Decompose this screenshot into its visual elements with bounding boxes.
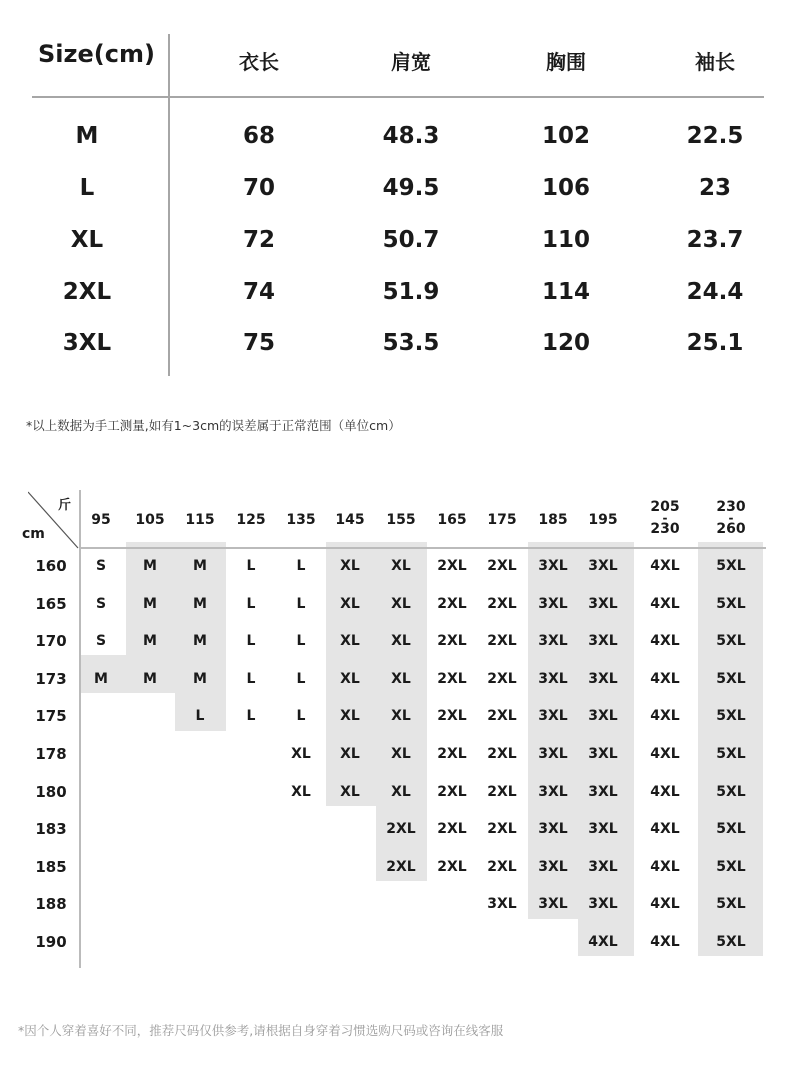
size-cell: S (95, 633, 107, 650)
height-row-header: 180 (35, 782, 67, 801)
length-value: 72 (242, 227, 275, 253)
size-cell: M (193, 558, 207, 574)
size-cell: 4XL (588, 934, 618, 950)
weight-value: 175 (487, 512, 517, 528)
size-cell: L (195, 708, 205, 725)
size-cell: S (95, 558, 107, 574)
weight-value: 165 (437, 512, 467, 528)
height-row-header: 175 (35, 707, 67, 726)
size-cell: 5XL (716, 821, 746, 838)
size-cell: 3XL (538, 746, 568, 762)
size-cell: 2XL (487, 633, 517, 650)
size-cell: L (296, 595, 306, 612)
shoulder-value: 53.5 (382, 330, 440, 356)
size-cell: 3XL (538, 670, 568, 687)
size-cell: 4XL (650, 821, 680, 838)
size-cell: 2XL (437, 670, 467, 687)
size-label: M (75, 123, 99, 149)
size-cell: 4XL (650, 858, 680, 875)
size-cell: M (143, 633, 157, 650)
size-cell: L (246, 633, 256, 650)
size-cell: XL (391, 708, 411, 725)
size-cell: 2XL (437, 558, 467, 574)
size-cell: 2XL (386, 821, 416, 838)
size-cell: L (246, 595, 256, 612)
measurement-row (0, 272, 790, 312)
size-cell: 3XL (538, 858, 568, 875)
height-row-header: 178 (35, 745, 67, 763)
weight-column-header (476, 511, 528, 529)
size-cell: M (94, 670, 108, 687)
size-cell: 4XL (650, 633, 680, 650)
size-label: 3XL (62, 330, 112, 356)
size-cell: 5XL (716, 746, 746, 762)
weight-range-separator: - (662, 511, 668, 525)
measurement-table (0, 0, 790, 380)
size-cell: 3XL (588, 708, 618, 725)
size-cell: 2XL (487, 858, 517, 875)
size-cell: L (246, 558, 256, 574)
weight-value: 105 (135, 512, 165, 528)
size-cell: XL (391, 633, 411, 650)
length-value: 70 (242, 175, 275, 201)
size-cell: 5XL (716, 858, 746, 875)
weight-column-header (577, 511, 629, 529)
chest-value: 114 (541, 279, 590, 305)
size-cell: 4XL (650, 896, 680, 913)
sleeve-value: 23 (698, 175, 731, 201)
size-cell: 2XL (487, 558, 517, 574)
size-cell: XL (340, 670, 360, 687)
size-cell: 5XL (716, 558, 746, 574)
size-cell: 3XL (588, 670, 618, 687)
header-chest: 胸围 (546, 50, 586, 74)
weight-column-header (225, 511, 277, 529)
weight-value: 135 (286, 512, 316, 528)
size-cell: 2XL (487, 595, 517, 612)
size-cell: 3XL (588, 558, 618, 574)
size-cell: 2XL (487, 783, 517, 800)
length-value: 75 (242, 330, 275, 356)
size-cell: L (296, 558, 306, 574)
size-cell: 2XL (437, 633, 467, 650)
size-cell: 3XL (487, 896, 517, 913)
size-cell: 5XL (716, 595, 746, 612)
height-row-header: 170 (35, 632, 67, 651)
size-cell: 5XL (716, 670, 746, 687)
size-cell: 4XL (650, 934, 680, 950)
size-cell: XL (340, 595, 360, 612)
sleeve-value: 24.4 (686, 279, 744, 305)
size-cell: 4XL (650, 670, 680, 687)
weight-value-upper: 260 (716, 521, 746, 537)
size-cell: XL (340, 633, 360, 650)
size-cell: 3XL (588, 595, 618, 612)
height-row-header: 185 (35, 857, 67, 876)
size-cell: L (296, 708, 306, 725)
size-cell: XL (291, 783, 311, 800)
weight-column-header (174, 511, 226, 529)
size-cell: 4XL (650, 708, 680, 725)
size-label: 2XL (62, 279, 112, 305)
size-cell: 2XL (437, 595, 467, 612)
size-label: XL (70, 227, 104, 253)
size-cell: 4XL (650, 783, 680, 800)
chest-value: 106 (541, 175, 590, 201)
size-cell: 2XL (437, 783, 467, 800)
height-row-header: 160 (35, 557, 67, 575)
size-cell: 3XL (588, 858, 618, 875)
shoulder-value: 49.5 (382, 175, 440, 201)
size-cell: XL (391, 746, 411, 762)
size-cell: XL (340, 783, 360, 800)
length-value: 74 (242, 279, 275, 305)
length-value: 68 (242, 123, 275, 149)
size-cell: 2XL (386, 858, 416, 875)
height-row-header: 165 (35, 594, 67, 613)
size-cell: XL (391, 558, 411, 574)
size-cell: M (143, 595, 157, 612)
size-cell: 3XL (538, 783, 568, 800)
size-cell: 3XL (538, 708, 568, 725)
size-cell: XL (340, 746, 360, 762)
measurement-table-divider-horizontal (32, 96, 764, 98)
weight-value: 230 (716, 499, 746, 515)
size-cell: XL (340, 558, 360, 574)
weight-column-header (527, 511, 579, 529)
size-cell: 5XL (716, 934, 746, 950)
shoulder-value: 50.7 (382, 227, 440, 253)
size-cell: 3XL (538, 821, 568, 838)
sleeve-value: 25.1 (686, 330, 744, 356)
size-cell: 5XL (716, 896, 746, 913)
size-cell: 2XL (437, 821, 467, 838)
measurement-note: *以上数据为手工测量,如有1~3cm的误差属于正常范围（单位cm） (26, 418, 401, 433)
weight-column-header (324, 511, 376, 529)
chest-value: 120 (541, 330, 590, 356)
weight-unit-label: 斤 (58, 498, 72, 513)
weight-value: 185 (538, 512, 568, 528)
size-cell: 4XL (650, 558, 680, 574)
size-cell: L (246, 708, 256, 725)
size-cell: 2XL (487, 708, 517, 725)
size-cell: L (296, 633, 306, 650)
size-label: L (79, 175, 95, 201)
weight-column-header (75, 511, 127, 529)
weight-column-header (426, 511, 478, 529)
measurement-row (0, 323, 790, 363)
size-cell: 3XL (588, 821, 618, 838)
size-cell: 5XL (716, 783, 746, 800)
size-cell: XL (391, 595, 411, 612)
chest-value: 102 (541, 123, 590, 149)
size-unit-header: Size(cm) (38, 40, 155, 68)
weight-value: 125 (236, 512, 266, 528)
size-cell: XL (391, 670, 411, 687)
weight-value: 115 (185, 512, 215, 528)
measurement-row (0, 116, 790, 156)
size-cell: M (143, 558, 157, 574)
size-cell: 2XL (437, 708, 467, 725)
size-cell: M (143, 670, 157, 687)
header-sleeve: 袖长 (695, 50, 735, 74)
height-row-header: 183 (35, 820, 67, 839)
size-cell: XL (391, 783, 411, 800)
size-cell: M (193, 670, 207, 687)
height-unit-label: cm (22, 526, 45, 542)
size-cell: 5XL (716, 708, 746, 725)
size-cell: 4XL (650, 595, 680, 612)
size-cell: 3XL (538, 633, 568, 650)
size-cell: 3XL (588, 896, 618, 913)
header-length: 衣长 (239, 50, 279, 74)
size-recommendation-chart (0, 490, 790, 990)
shoulder-value: 48.3 (382, 123, 440, 149)
size-cell: 2XL (487, 670, 517, 687)
size-cell: 2XL (437, 858, 467, 875)
size-cell: M (193, 595, 207, 612)
shoulder-value: 51.9 (382, 279, 440, 305)
size-cell: M (193, 633, 207, 650)
size-cell: 3XL (538, 896, 568, 913)
weight-value: 195 (588, 512, 618, 528)
size-cell: 3XL (588, 746, 618, 762)
recommendation-note: *因个人穿着喜好不同，推荐尺码仅供参考,请根据自身穿着习惯选购尺码或咨询在线客服 (18, 1023, 504, 1038)
size-cell: 3XL (538, 558, 568, 574)
weight-value: 145 (335, 512, 365, 528)
weight-value-upper: 230 (650, 521, 680, 537)
size-cell: XL (291, 746, 311, 762)
weight-range-separator: - (728, 511, 734, 525)
weight-column-header (705, 498, 757, 538)
height-row-header: 190 (35, 933, 67, 951)
size-cell: 2XL (487, 746, 517, 762)
size-cell: 3XL (588, 633, 618, 650)
size-cell: 2XL (487, 821, 517, 838)
height-row-header: 173 (35, 669, 67, 688)
sleeve-value: 23.7 (686, 227, 744, 253)
size-cell: S (95, 595, 107, 612)
sleeve-value: 22.5 (686, 123, 744, 149)
weight-value: 95 (91, 512, 111, 528)
weight-column-header (639, 498, 691, 538)
measurement-row (0, 168, 790, 208)
size-cell: 5XL (716, 633, 746, 650)
weight-column-header (375, 511, 427, 529)
size-cell: L (296, 670, 306, 687)
height-row-header: 188 (35, 895, 67, 914)
weight-column-header (124, 511, 176, 529)
weight-value: 155 (386, 512, 416, 528)
measurement-row (0, 220, 790, 260)
size-cell: 3XL (538, 595, 568, 612)
weight-value: 205 (650, 499, 680, 515)
header-shoulder: 肩宽 (391, 50, 431, 74)
size-cell: XL (340, 708, 360, 725)
chest-value: 110 (541, 227, 590, 253)
weight-column-header (275, 511, 327, 529)
grid-divider-horizontal (80, 547, 766, 549)
size-cell: 3XL (588, 783, 618, 800)
size-cell: L (246, 670, 256, 687)
size-cell: 2XL (437, 746, 467, 762)
size-cell: 4XL (650, 746, 680, 762)
